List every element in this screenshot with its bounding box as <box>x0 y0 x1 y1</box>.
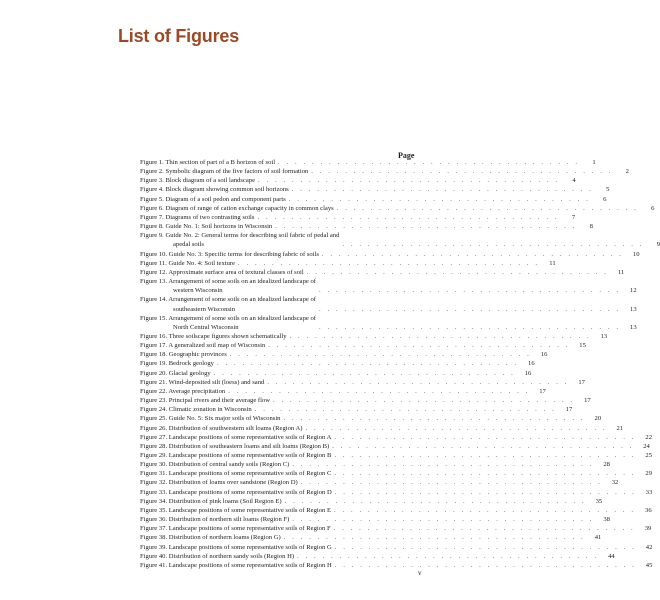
figure-page-number: 8 <box>589 223 593 231</box>
figure-entry <box>140 231 660 249</box>
figure-page-number: 13 <box>630 323 637 331</box>
figure-entry-text <box>140 359 214 368</box>
figure-entry <box>140 350 548 359</box>
dot-leader: . . . . . . . . . . . . . . . . . . . . . . . . . . . . . . . . . . . . <box>342 241 645 249</box>
figure-label: Figure 18. Geographic provinces <box>140 351 227 359</box>
figure-page-number: 45 <box>645 561 653 569</box>
figure-label-continuation: southeastern Wisconsin <box>173 305 236 313</box>
figure-entry <box>140 176 576 185</box>
figure-label: Figure 7. Diagrams of two contrasting soils <box>140 213 255 221</box>
dot-leader: . . . . . . . . . . . . . . . . . . . . . . . . . . . . . . . . . . . . <box>300 479 603 487</box>
figure-entry-text <box>140 405 252 414</box>
figure-entry <box>140 222 593 231</box>
figure-label: Figure 8. Guide No. 1: Soil horizons in Wisconsin <box>140 223 273 231</box>
figure-entry-text <box>140 497 282 506</box>
figure-label: Figure 41. Landscape positions of some representative soils of Region H <box>140 561 332 569</box>
page-column-header: Page <box>398 151 415 160</box>
figure-entry <box>140 277 637 295</box>
figure-entry <box>140 414 602 423</box>
figure-page-number: 35 <box>595 497 603 505</box>
figure-label: Figure 19. Bedrock geology <box>140 360 214 368</box>
figure-page-number: 42 <box>645 543 653 551</box>
figure-page-number: 25 <box>645 452 653 459</box>
figure-label: Figure 22. Average precipitation <box>140 387 226 395</box>
figure-entry <box>140 442 650 451</box>
dot-leader: . . . . . . . . . . . . . . . . . . . . . . . . . . . . . . . . . . . . <box>288 195 591 203</box>
figure-entry-text <box>140 213 254 222</box>
figure-entry-text <box>140 332 287 341</box>
figure-label-continuation: apedal soils <box>173 241 204 249</box>
figure-entry <box>140 396 591 405</box>
figure-page-number: 36 <box>645 506 652 514</box>
figure-entry <box>140 433 653 442</box>
figure-entry <box>140 451 653 460</box>
figure-entry-text <box>140 277 316 295</box>
figure-entry-text <box>140 369 211 378</box>
figure-entry-text <box>140 515 289 524</box>
figure-entry <box>140 488 653 497</box>
dot-leader: . . . . . . . . . . . . . . . . . . . . . . . . . . . . . . . . . . . . <box>318 287 621 295</box>
figure-label: Figure 23. Principal rivers and their average flow <box>140 397 271 405</box>
figure-entry <box>140 204 655 213</box>
figure-page-number: 20 <box>594 415 602 423</box>
figure-entry-text <box>140 222 272 231</box>
dot-leader: . . . . . . . . . . . . . . . . . . . . . . . . . . . . . . . . . . . . <box>306 268 609 276</box>
figure-page-number: 7 <box>571 213 576 221</box>
dot-leader: . . . . . . . . . . . . . . . . . . . . . . . . . . . . . . . . . . . . <box>334 543 637 551</box>
figure-page-number: 10 <box>632 250 640 258</box>
figure-entry <box>140 167 629 176</box>
figure-entry <box>140 387 546 396</box>
figure-entry-text <box>140 561 332 570</box>
figure-entry-text <box>140 250 319 259</box>
figure-entry-text <box>140 158 275 167</box>
dot-leader: . . . . . . . . . . . . . . . . . . . . . . . . . . . . . . . . . . . . <box>334 470 637 478</box>
figure-entry <box>140 369 532 378</box>
figure-entry-text <box>140 314 316 332</box>
figure-label: Figure 16. Three soilscape figures shown schematically <box>140 332 287 340</box>
figure-entry-text <box>140 424 302 433</box>
figure-entry-text <box>140 460 289 469</box>
figure-entry-text <box>140 378 264 387</box>
figure-entry <box>140 268 625 277</box>
figure-entry-text <box>140 506 331 515</box>
figure-page-number: 17 <box>584 397 591 405</box>
dot-leader: . . . . . . . . . . . . . . . . . . . . . . . . . . . . . . . . . . . . <box>254 406 557 414</box>
figure-label: Figure 14. Arrangement of some soils on an idealized landscape of <box>140 296 316 304</box>
figure-label: Figure 11. Guide No. 4: Soil texture <box>140 259 235 267</box>
figure-label-continuation: North Central Wisconsin <box>173 323 239 331</box>
dot-leader: . . . . . . . . . . . . . . . . . . . . . . . . . . . . . . . . . . . . <box>275 223 577 231</box>
figure-entry-text <box>140 204 334 213</box>
figure-page-number: 13 <box>630 305 637 313</box>
figure-label: Figure 31. Landscape positions of some representative soils of Region C <box>140 470 332 478</box>
figure-label: Figure 28. Distribution of southeastern loams and silt loams (Region B) <box>140 442 330 450</box>
figure-label: Figure 32. Distribution of loams over sandstone (Region D) <box>140 479 298 487</box>
page-title: List of Figures <box>118 26 240 46</box>
figure-label: Figure 25. Guide No. 5: Six major soils of Wisconsin <box>140 415 281 423</box>
figure-page-number: 41 <box>594 534 602 542</box>
figure-page-number: 13 <box>600 332 608 340</box>
figure-page-number: 24 <box>643 442 650 450</box>
figure-entry <box>140 543 653 552</box>
figure-list <box>140 158 660 570</box>
figure-label: Figure 12. Approximate surface area of textural classes of soil <box>140 268 304 276</box>
figure-label: Figure 9. Guide No. 2: General terms for describing soil fabric of pedal and <box>140 232 340 240</box>
dot-leader: . . . . . . . . . . . . . . . . . . . . . . . . . . . . . . . . . . . . <box>257 213 560 221</box>
dot-leader: . . . . . . . . . . . . . . . . . . . . . . . . . . . . . . . . . . . . <box>334 506 636 514</box>
figure-page-number: 4 <box>572 177 576 185</box>
dot-leader: . . . . . . . . . . . . . . . . . . . . . . . . . . . . . . . . . . . . <box>292 516 594 524</box>
dot-leader: . . . . . . . . . . . . . . . . . . . . . . . . . . . . . . . . . . . . <box>333 525 636 533</box>
figure-page-number: 29 <box>645 470 653 478</box>
figure-page-number: 9 <box>656 241 660 249</box>
figure-label: Figure 24. Climatic zonation in Wisconsin <box>140 406 252 414</box>
figure-entry <box>140 158 596 167</box>
figure-entry <box>140 295 637 313</box>
dot-leader: . . . . . . . . . . . . . . . . . . . . . . . . . . . . . . . . . . . . <box>321 250 624 258</box>
figure-entry-text <box>140 387 225 396</box>
figure-page-number: 6 <box>651 204 655 212</box>
figure-label: Figure 6. Diagram of range of cation exchange capacity in common clays <box>140 204 334 212</box>
figure-entry-text <box>140 185 289 194</box>
figure-page-number: 33 <box>645 488 653 496</box>
figure-entry <box>140 524 652 533</box>
figure-label: Figure 36. Distribution of northern silt loams (Region F) <box>140 516 290 524</box>
figure-label: Figure 40. Distribution of northern sandy soils (Region H) <box>140 552 295 560</box>
figure-entry <box>140 561 653 570</box>
dot-leader: . . . . . . . . . . . . . . . . . . . . . . . . . . . . . . . . . . . . <box>238 259 540 267</box>
figure-entry-text <box>140 195 286 204</box>
figure-page-number: 17 <box>565 406 573 414</box>
figure-entry-text <box>140 295 316 313</box>
dot-leader: . . . . . . . . . . . . . . . . . . . . . . . . . . . . . . . . . . . . <box>216 360 519 368</box>
figure-entry-text <box>140 478 298 487</box>
figure-entry-text <box>140 414 280 423</box>
figure-entry <box>140 332 608 341</box>
figure-entry <box>140 250 640 259</box>
figure-entry-text <box>140 176 255 185</box>
dot-leader: . . . . . . . . . . . . . . . . . . . . . . . . . . . . . . . . . . . . <box>305 424 608 432</box>
figure-entry-text <box>140 259 235 268</box>
dot-leader: . . . . . . . . . . . . . . . . . . . . . . . . . . . . . . . . . . . . <box>258 177 560 185</box>
dot-leader: . . . . . . . . . . . . . . . . . . . . . . . . . . . . . . . . . . . . <box>283 415 586 423</box>
figure-entry-text <box>140 442 329 451</box>
figure-page-number: 11 <box>617 268 625 276</box>
figure-entry <box>140 185 610 194</box>
dot-leader: . . . . . . . . . . . . . . . . . . . . . . . . . . . . . . . . . . . . <box>297 552 599 560</box>
figure-entry-text <box>140 231 339 249</box>
figure-label: Figure 1. Thin section of part of a B horizon of soil <box>140 159 276 166</box>
figure-entry <box>140 341 586 350</box>
figure-entry-text <box>140 167 308 176</box>
figure-entry-text <box>140 396 270 405</box>
figure-entry <box>140 213 576 222</box>
figure-entry-text <box>140 341 265 350</box>
dot-leader: . . . . . . . . . . . . . . . . . . . . . . . . . . . . . . . . . . . . <box>318 305 621 313</box>
dot-leader: . . . . . . . . . . . . . . . . . . . . . . . . . . . . . . . . . . . . <box>336 204 639 212</box>
dot-leader: . . . . . . . . . . . . . . . . . . . . . . . . . . . . . . . . . . . . <box>213 369 516 377</box>
figure-page-number: 17 <box>539 387 546 395</box>
dot-leader: . . . . . . . . . . . . . . . . . . . . . . . . . . . . . . . . . . . . <box>332 442 634 450</box>
figure-entry <box>140 359 535 368</box>
dot-leader: . . . . . . . . . . . . . . . . . . . . . . . . . . . . . . . . . . . . <box>267 378 569 386</box>
figure-page-number: 28 <box>603 461 610 469</box>
figure-label: Figure 33. Landscape positions of some representative soils of Region D <box>140 488 332 496</box>
figure-entry <box>140 552 615 561</box>
figure-label-continuation: western Wisconsin <box>173 287 223 295</box>
figure-entry <box>140 259 556 268</box>
figure-page-number: 12 <box>630 287 637 295</box>
figure-entry-text <box>140 469 331 478</box>
figure-entry <box>140 424 624 433</box>
figure-label: Figure 29. Landscape positions of some representative soils of Region B <box>140 452 332 459</box>
figure-label: Figure 35. Landscape positions of some representative soils of Region E <box>140 506 331 514</box>
figure-entry <box>140 378 585 387</box>
figure-page-number: 39 <box>644 525 652 533</box>
figure-entry-text <box>140 533 281 542</box>
dot-leader: . . . . . . . . . . . . . . . . . . . . . . . . . . . . . . . . . . . . <box>311 168 613 176</box>
figure-page-number: 32 <box>611 479 619 487</box>
dot-leader: . . . . . . . . . . . . . . . . . . . . . . . . . . . . . . . . . . . . <box>283 534 586 542</box>
dot-leader: . . . . . . . . . . . . . . . . . . . . . . . . . . . . . . . . . . . . <box>334 561 637 569</box>
figure-entry-text <box>140 552 294 561</box>
dot-leader: . . . . . . . . . . . . . . . . . . . . . . . . . . . . . . . . . . . . <box>278 159 580 166</box>
dot-leader: . . . . . . . . . . . . . . . . . . . . . . . . . . . . . . . . . . . . <box>268 342 570 350</box>
figure-entry-text <box>140 524 331 533</box>
figure-entry <box>140 533 602 542</box>
figure-page-number: 2 <box>625 168 629 176</box>
figure-entry <box>140 515 610 524</box>
figure-page-number: 16 <box>524 369 532 377</box>
dot-leader: . . . . . . . . . . . . . . . . . . . . . . . . . . . . . . . . . . . . <box>289 332 592 340</box>
figure-label: Figure 38. Distribution of northern loams (Region G) <box>140 534 281 542</box>
figure-page-number: 16 <box>528 360 535 368</box>
dot-leader: . . . . . . . . . . . . . . . . . . . . . . . . . . . . . . . . . . . . <box>334 433 637 441</box>
dot-leader: . . . . . . . . . . . . . . . . . . . . . . . . . . . . . . . . . . . . <box>291 186 594 194</box>
figure-entry <box>140 469 653 478</box>
figure-page-number: 11 <box>549 259 556 267</box>
dot-leader: . . . . . . . . . . . . . . . . . . . . . . . . . . . . . . . . . . . . <box>229 351 532 359</box>
dot-leader: . . . . . . . . . . . . . . . . . . . . . . . . . . . . . . . . . . . . <box>318 323 621 331</box>
figure-entry-text <box>140 488 332 497</box>
figure-entry-text <box>140 350 227 359</box>
figure-page-number: 1 <box>592 159 596 166</box>
figure-page-number: 44 <box>608 552 615 560</box>
figure-entry <box>140 405 573 414</box>
figure-entry-text <box>140 268 304 277</box>
dot-leader: . . . . . . . . . . . . . . . . . . . . . . . . . . . . . . . . . . . . <box>292 461 594 469</box>
figure-label: Figure 5. Diagram of a soil pedon and component parts <box>140 195 286 203</box>
dot-leader: . . . . . . . . . . . . . . . . . . . . . . . . . . . . . . . . . . . . <box>228 387 530 395</box>
figure-page-number: 15 <box>579 342 586 350</box>
figure-entry-text <box>140 543 332 552</box>
figure-label: Figure 34. Distribution of pink loams (Soil Region E) <box>140 497 282 505</box>
figure-label: Figure 21. Wind-deposited silt (loess) and sand <box>140 378 265 386</box>
figure-entry <box>140 506 652 515</box>
dot-leader: . . . . . . . . . . . . . . . . . . . . . . . . . . . . . . . . . . . . <box>334 452 637 459</box>
figure-label: Figure 4. Block diagram showing common soil horizons <box>140 186 289 194</box>
figure-entry <box>140 460 610 469</box>
figure-entry <box>140 314 637 332</box>
figure-label: Figure 20. Glacial geology <box>140 369 211 377</box>
dot-leader: . . . . . . . . . . . . . . . . . . . . . . . . . . . . . . . . . . . . <box>334 488 637 496</box>
dot-leader: . . . . . . . . . . . . . . . . . . . . . . . . . . . . . . . . . . . . <box>273 397 575 405</box>
figure-entry <box>140 497 603 506</box>
figure-label: Figure 15. Arrangement of some soils on an idealized landscape of <box>140 314 316 322</box>
figure-entry-text <box>140 451 331 460</box>
figure-label: Figure 10. Guide No. 3: Specific terms for describing fabric of soils <box>140 250 319 258</box>
figure-label: Figure 26. Distribution of southwestern silt loams (Region A) <box>140 424 303 432</box>
figure-entry <box>140 478 619 487</box>
figure-page-number: 22 <box>645 433 653 441</box>
figure-page-number: 16 <box>540 351 548 359</box>
figure-page-number: 38 <box>603 516 610 524</box>
figure-label: Figure 39. Landscape positions of some representative soils of Region G <box>140 543 332 551</box>
figure-page-number: 5 <box>606 186 610 194</box>
figure-label: Figure 2. Symbolic diagram of the five factors of soil formation <box>140 168 309 176</box>
figure-label: Figure 30. Distribution of central sandy soils (Region C) <box>140 461 290 469</box>
figure-entry-text <box>140 433 331 442</box>
figure-page-number: 21 <box>616 424 624 432</box>
figure-label: Figure 27. Landscape positions of some representative soils of Region A <box>140 433 332 441</box>
figure-page-number: 17 <box>578 378 585 386</box>
figure-label: Figure 37. Landscape positions of some representative soils of Region F <box>140 525 331 533</box>
figure-entry <box>140 195 607 204</box>
figure-label: Figure 3. Block diagram of a soil landscape <box>140 177 255 185</box>
figure-label: Figure 17. A generalized soil map of Wisconsin <box>140 342 266 350</box>
dot-leader: . . . . . . . . . . . . . . . . . . . . . . . . . . . . . . . . . . . . <box>284 497 587 505</box>
figure-page-number: 6 <box>603 195 607 203</box>
folio-page-number: v <box>418 569 422 577</box>
figure-label: Figure 13. Arrangement of some soils on an idealized landscape of <box>140 278 316 286</box>
